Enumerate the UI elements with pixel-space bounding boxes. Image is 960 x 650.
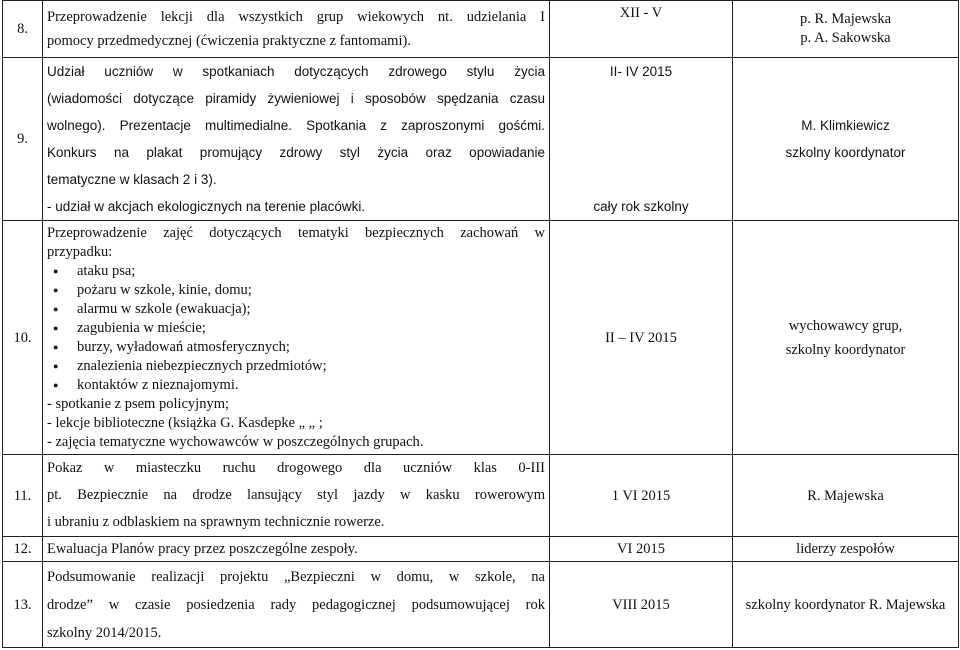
row-date: 1 VI 2015 [550, 455, 733, 537]
table-row [3, 221, 959, 455]
table-row [3, 562, 959, 648]
row-date: VI 2015 [550, 537, 733, 562]
row-number: 13. [3, 562, 43, 648]
row-number: 11. [3, 455, 43, 537]
list-item: ● zagubienia w mieście; [77, 319, 545, 338]
table-row [3, 537, 959, 562]
row-responsible: szkolny koordynator R. Majewska [733, 562, 959, 648]
hazard-list [47, 262, 545, 395]
row-number: 8. [3, 1, 43, 58]
row-description: Przeprowadzenie zajęć dotyczących tematyki bezpiecznych zachowań w przypadku: ● ataku psa; ● pożaru w szkole, kinie, domu; ● alarmu w szkole (ewakuacja); ● zagubienia w mieście; ● burzy, wyładowań atmosferycznych; ● znalezienia niebezpiecznych przedmiotów; ● kontaktów z nieznajomymi. - spotkanie z psem policyjnym; - lekcje biblioteczne (książka G. Kasdepke „ „ ; - zajęcia tematyczne wychowawców w poszczególnych grupach. [43, 221, 550, 455]
list-item: ● burzy, wyładowań atmosferycznych; [77, 338, 545, 357]
row-number: 12. [3, 537, 43, 562]
list-item: ● znalezienia niebezpiecznych przedmiotów; [77, 357, 545, 376]
list-item: ● alarmu w szkole (ewakuacja); [77, 300, 545, 319]
row-description: Udział uczniów w spotkaniach dotyczących zdrowego stylu życia (wiadomości dotyczące piramidy żywieniowej i sposobów spędzania czasu wolnego). Prezentacje multimedialne. Spotkania z zaproszonymi gośćmi. Konkurs na plakat promujący zdrowy styl życia oraz opowiadanie tematyczne w klasach 2 i 3). - udział w akcjach ekologicznych na terenie placówki. [43, 58, 550, 221]
list-item: ● pożaru w szkole, kinie, domu; [77, 281, 545, 300]
list-item: ● kontaktów z nieznajomymi. [77, 376, 545, 395]
row-responsible: liderzy zespołów [733, 537, 959, 562]
row-responsible: M. Klimkiewicz szkolny koordynator [733, 58, 959, 221]
table-row [3, 58, 959, 221]
row-date: II – IV 2015 [550, 221, 733, 455]
plan-table [2, 0, 959, 648]
row-responsible: R. Majewska [733, 455, 959, 537]
row-description: Przeprowadzenie lekcji dla wszystkich grup wiekowych nt. udzielania I pomocy przedmedycznej (ćwiczenia praktyczne z fantomami). [43, 1, 550, 58]
row-description: Pokaz w miasteczku ruchu drogowego dla uczniów klas 0-III pt. Bezpiecznie na drodze lansujący styl jazdy w kasku rowerowym i ubraniu z odblaskiem na sprawnym technicznie rowerze. [43, 455, 550, 537]
row-responsible: wychowawcy grup, szkolny koordynator [733, 221, 959, 455]
table-row [3, 1, 959, 58]
row-date: XII - V [550, 1, 733, 58]
table-row [3, 455, 959, 537]
row-date: II- IV 2015 cały rok szkolny [550, 58, 733, 221]
row-date: VIII 2015 [550, 562, 733, 648]
row-responsible: p. R. Majewska p. A. Sakowska [733, 1, 959, 58]
row-description: Podsumowanie realizacji projektu „Bezpieczni w domu, w szkole, na drodze” w czasie posiedzenia rady pedagogicznej podsumowującej rok szkolny 2014/2015. [43, 562, 550, 648]
row-number: 10. [3, 221, 43, 455]
row-description: Ewaluacja Planów pracy przez poszczególne zespoły. [43, 537, 550, 562]
list-item: ● ataku psa; [77, 262, 545, 281]
row-number: 9. [3, 58, 43, 221]
